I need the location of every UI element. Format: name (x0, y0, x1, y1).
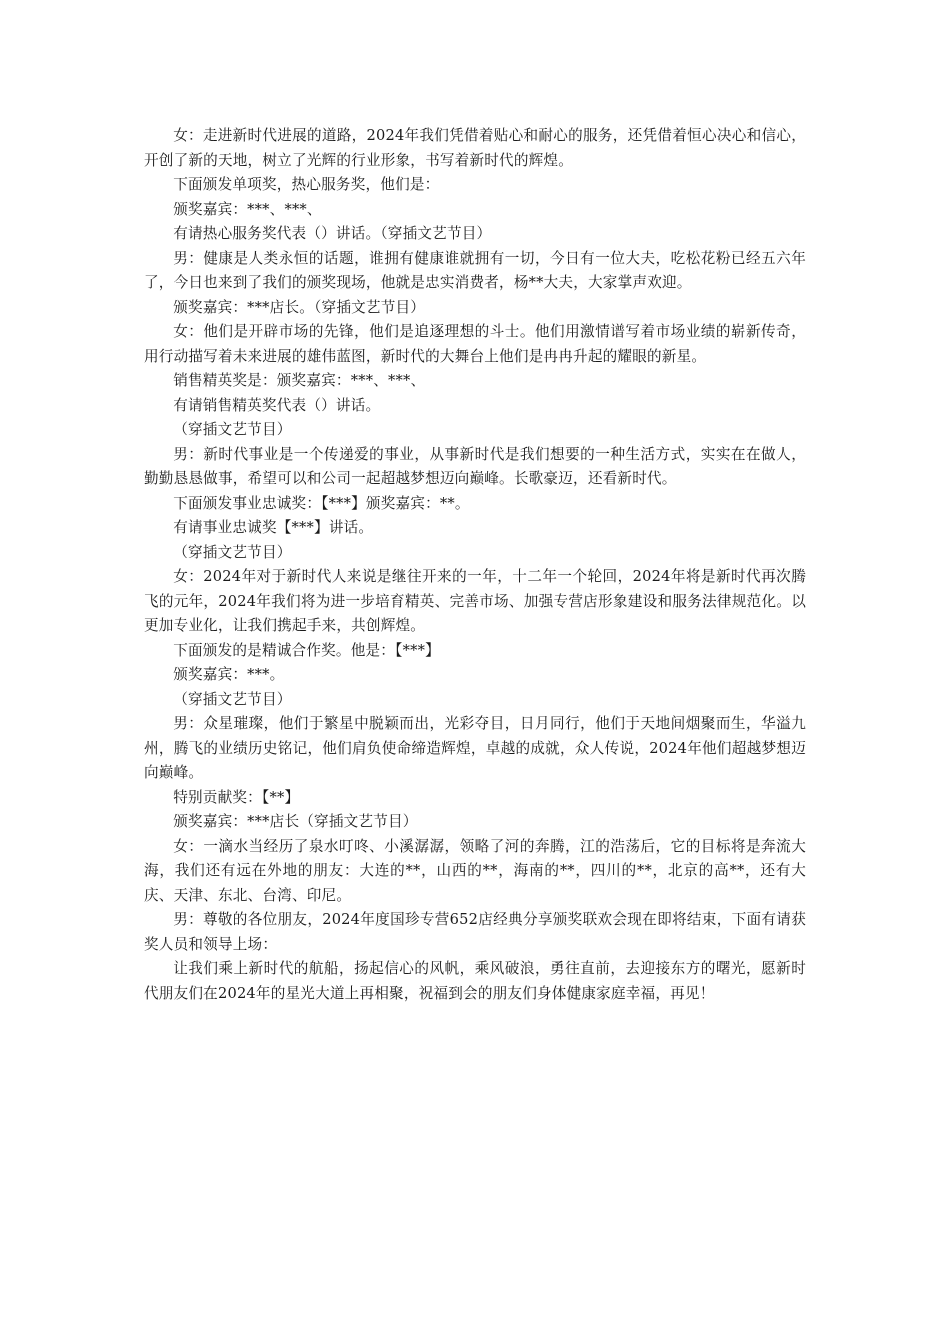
paragraph: 女：他们是开辟市场的先锋，他们是追逐理想的斗士。他们用激情谱写着市场业绩的崭新传奇，用行动描写着未来进展的雄伟蓝图，新时代的大舞台上他们是冉冉升起的耀眼的新星。 (144, 323, 806, 365)
paragraph: 女：走进新时代进展的道路，2024年我们凭借着贴心和耐心的服务，还凭借着恒心决心和信心，开创了新的天地，树立了光辉的行业形象，书写着新时代的辉煌。 (144, 127, 806, 169)
paragraph: 男：健康是人类永恒的话题，谁拥有健康谁就拥有一切，今日有一位大夫，吃松花粉已经五六年了，今日也来到了我们的颁奖现场，他就是忠实消费者，杨**大夫，大家掌声欢迎。 (144, 249, 806, 291)
paragraph: 女：2024年对于新时代人来说是继往开来的一年，十二年一个轮回，2024年将是新时代再次腾飞的元年，2024年我们将为进一步培育精英、完善市场、加强专营店形象建设和服务法律规范化。以更加专业化，让我们携起手来，共创辉煌。 (144, 568, 806, 634)
paragraph: （穿插文艺节目） (173, 421, 292, 438)
paragraph: 下面颁发的是精诚合作奖。他是：【***】 (173, 641, 440, 659)
paragraph: 下面颁发事业忠诚奖：【***】颁奖嘉宾：**。 (173, 494, 470, 512)
paragraph: 男：众星璀璨，他们于繁星中脱颖而出，光彩夺目，日月同行，他们于天地间烟聚而生，华溢九州，腾飞的业绩历史铭记，他们肩负使命缔造辉煌，卓越的成就，众人传说，2024年他们超越梦想迈向巅峰。 (144, 715, 806, 781)
paragraph: 有请销售精英奖代表（）讲话。 (173, 396, 381, 414)
paragraph: 男：尊敬的各位朋友，2024年度国珍专营652店经典分享颁奖联欢会现在即将结束，下面有请获奖人员和领导上场： (144, 911, 806, 953)
document-body (144, 124, 806, 1006)
paragraph: 销售精英奖是：颁奖嘉宾：***、***、 (173, 372, 426, 389)
paragraph: 让我们乘上新时代的航船，扬起信心的风帆，乘风破浪，勇往直前，去迎接东方的曙光，愿新时代朋友们在2024年的星光大道上再相聚，祝福到会的朋友们身体健康家庭幸福，再见！ (144, 960, 806, 1002)
paragraph: 有请热心服务奖代表（）讲话。（穿插文艺节目） (173, 225, 492, 242)
paragraph: 颁奖嘉宾：***店长。（穿插文艺节目） (173, 298, 426, 316)
paragraph: 男：新时代事业是一个传递爱的事业，从事新时代是我们想要的一种生活方式，实实在在做人，勤勤恳恳做事，希望可以和公司一起超越梦想迈向巅峰。长歌豪迈，还看新时代。 (144, 445, 806, 487)
paragraph: （穿插文艺节目） (173, 690, 292, 708)
paragraph: 女：一滴水当经历了泉水叮咚、小溪潺潺，领略了河的奔腾，江的浩荡后，它的目标将是奔流大海，我们还有远在外地的朋友：大连的**，山西的**，海南的**，四川的**，北京的高**，还有大庆、天津、东北、台湾、印尼。 (144, 837, 806, 904)
paragraph: 有请事业忠诚奖【***】讲话。 (173, 519, 374, 536)
paragraph: 颁奖嘉宾：***店长（穿插文艺节目） (173, 813, 418, 830)
paragraph: 特别贡献奖：【**】 (173, 788, 300, 806)
paragraph: （穿插文艺节目） (173, 543, 292, 561)
paragraph: 颁奖嘉宾：***、***、 (173, 200, 322, 218)
paragraph: 颁奖嘉宾：***。 (173, 666, 285, 683)
paragraph: 下面颁发单项奖，热心服务奖，他们是： (173, 176, 440, 193)
